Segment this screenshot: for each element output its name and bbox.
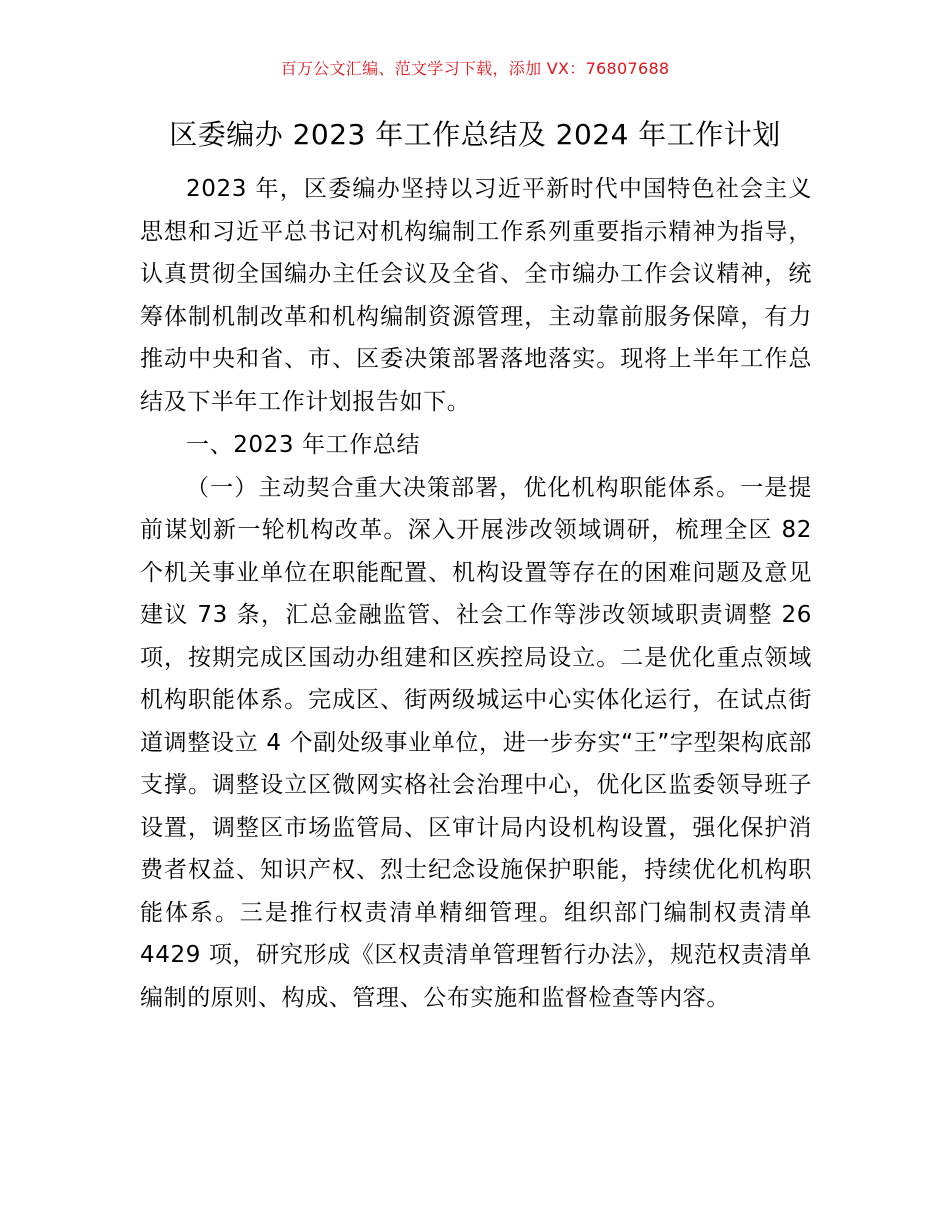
watermark-header: 百万公文汇编、范文学习下载，添加 VX：76807688	[280, 59, 670, 78]
document-title: 区委编办 2023 年工作总结及 2024 年工作计划	[169, 118, 781, 151]
section-paragraph: （一）主动契合重大决策部署，优化机构职能体系。一是提前谋划新一轮机构改革。深入开展涉改领域调研，梳理全区 82 个机关事业单位在职能配置、机构设置等存在的困难问题及意见建议 73 条，汇总金融监管、社会工作等涉改领域职责调整 26 项，按期完成区国动办组建和区疾控局设立。二是优化重点领域机构职能体系。完成区、街两级城运中心实体化运行，在试点街道调整设立 4 个副处级事业单位，进一步夯实“王”字型架构底部支撑。调整设立区微网实格社会治理中心，优化区监委领导班子设置，调整区市场监管局、区审计局内设机构设置，强化保护消费者权益、知识产权、烈士纪念设施保护职能，持续优化机构职能体系。三是推行权责清单精细管理。组织部门编制权责清单 4429 项，研究形成《区权责清单管理暂行办法》，规范权责清单编制的原则、构成、管理、公布实施和监督检查等内容。	[140, 474, 812, 1011]
document-body	[140, 168, 812, 1019]
intro-paragraph: 2023 年，区委编办坚持以习近平新时代中国特色社会主义思想和习近平总书记对机构编制工作系列重要指示精神为指导，认真贯彻全国编办主任会议及全省、全市编办工作会议精神，统筹体制机制改革和机构编制资源管理，主动靠前服务保障，有力推动中央和省、市、区委决策部署落地落实。现将上半年工作总结及下半年工作计划报告如下。	[140, 176, 812, 415]
section-heading: 一、2023 年工作总结	[186, 432, 421, 458]
